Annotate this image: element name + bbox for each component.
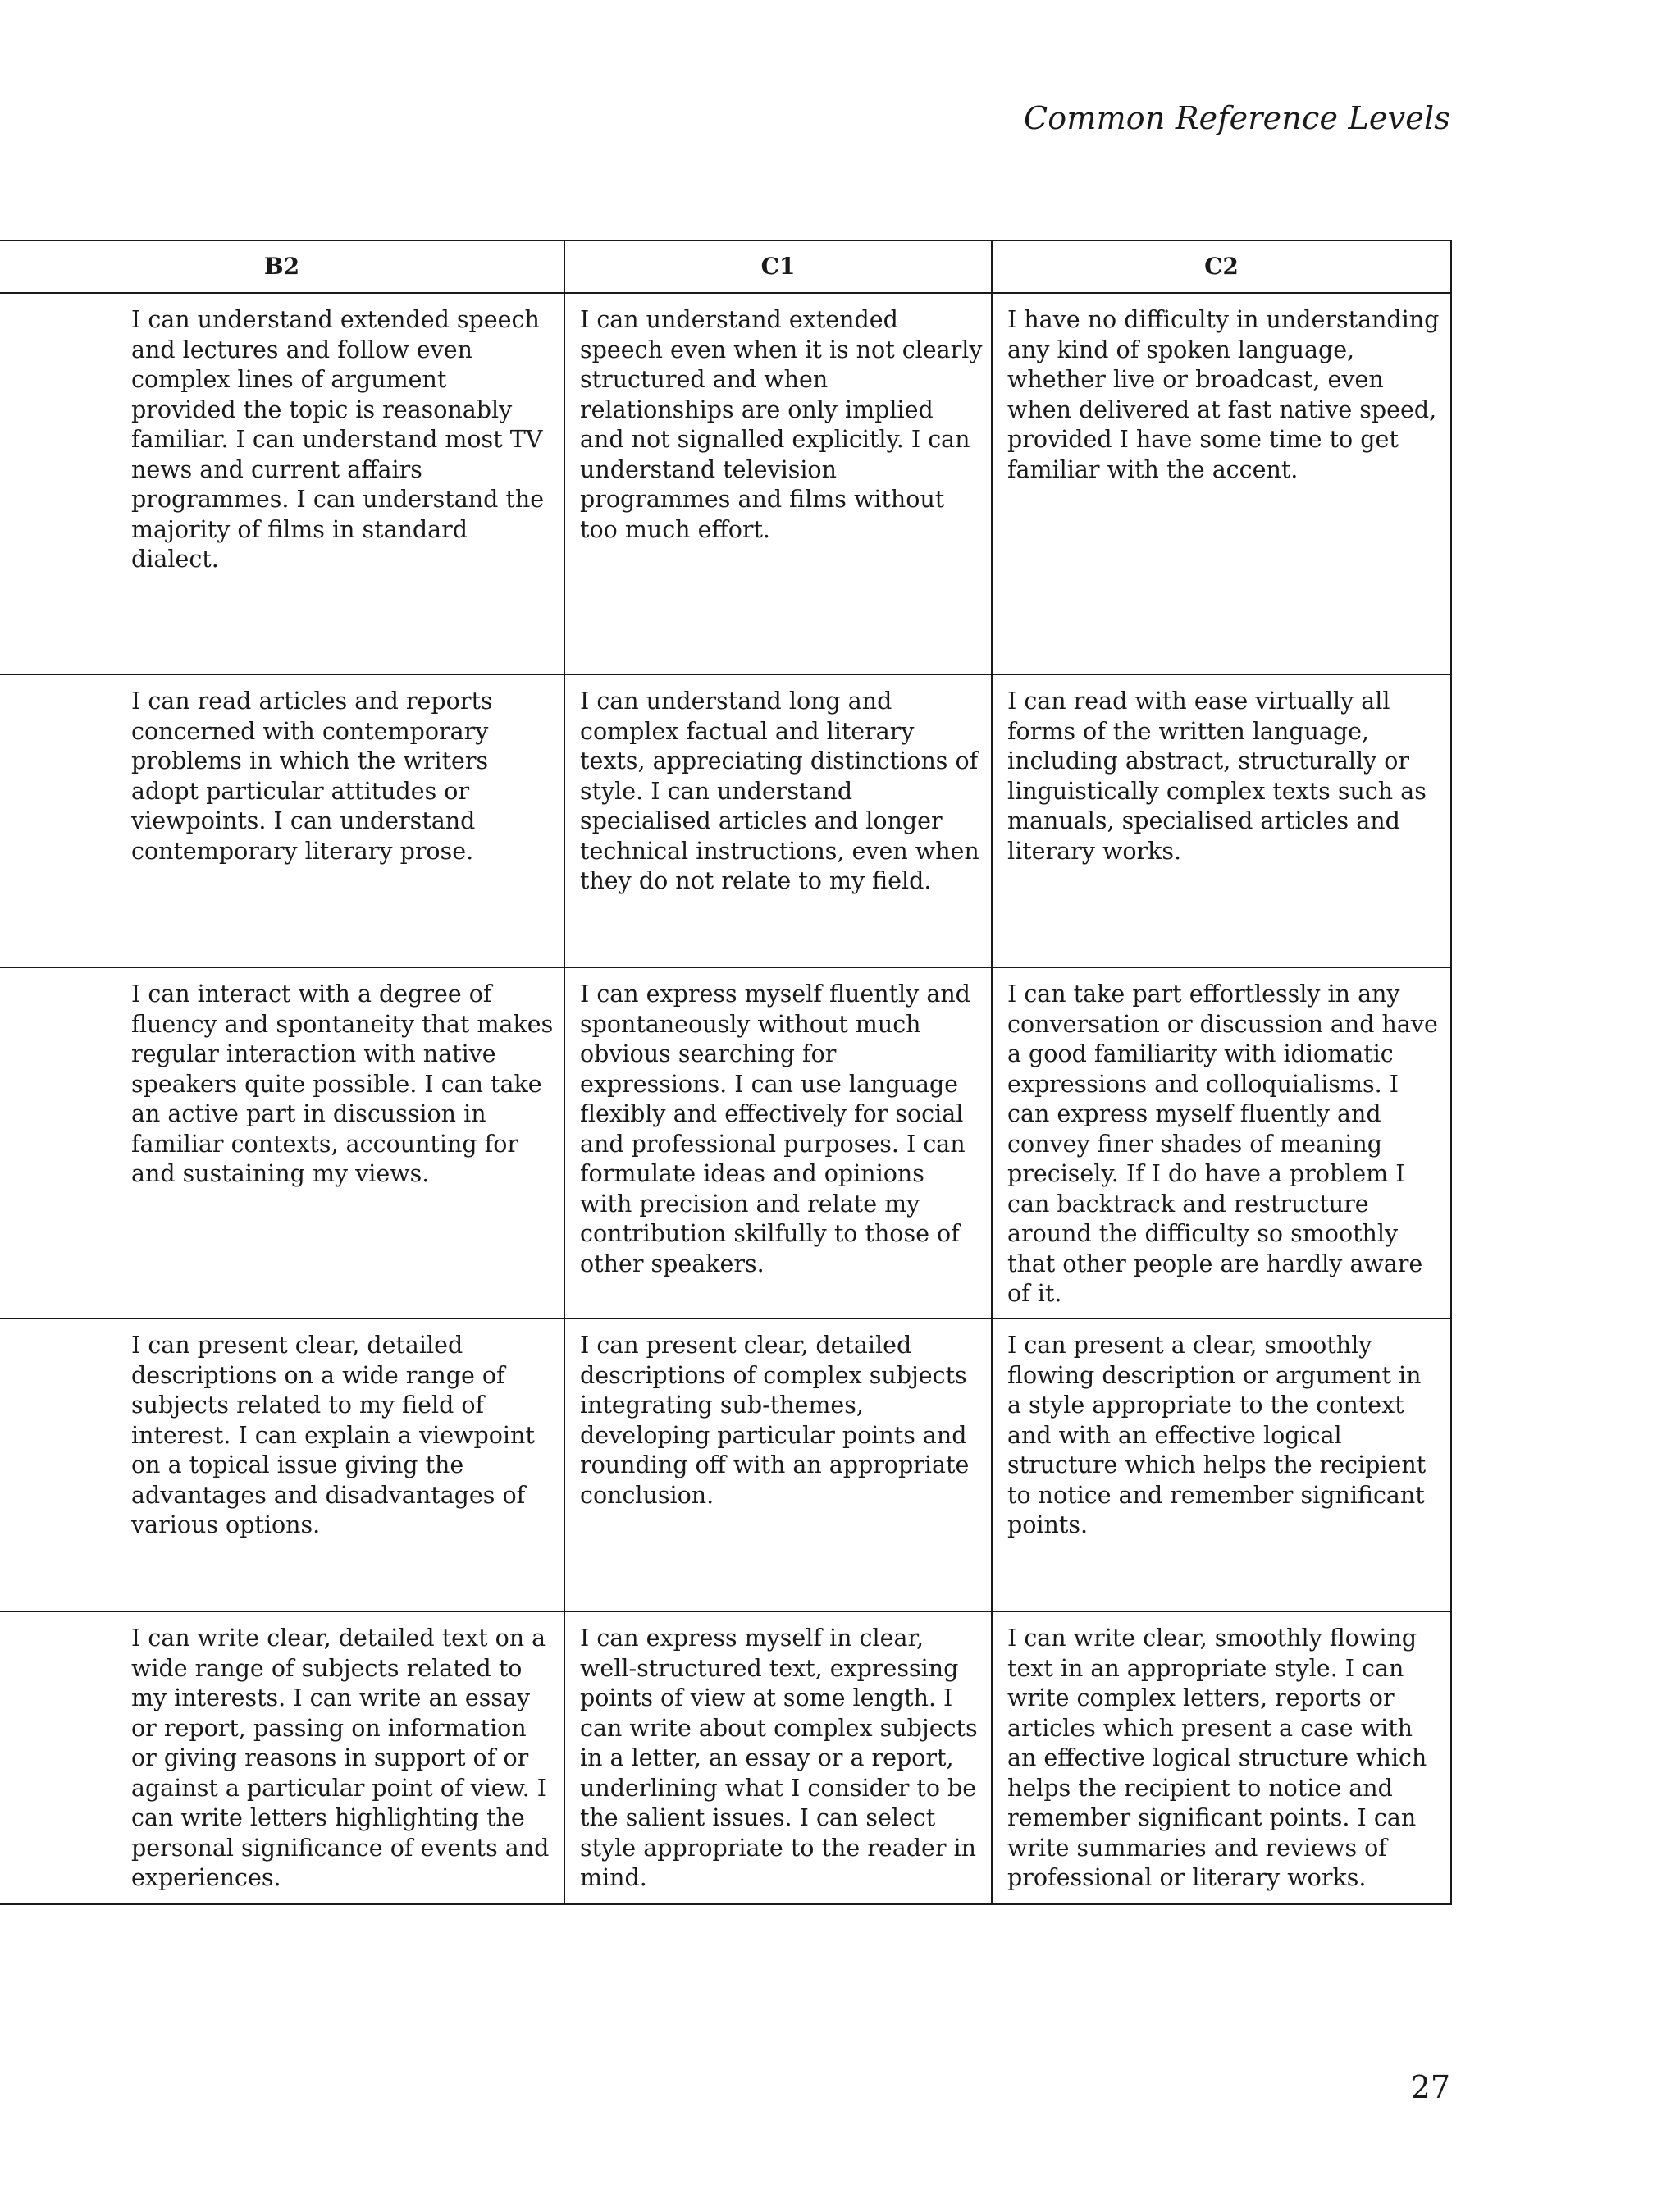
header-row <box>0 240 1451 293</box>
cell-interaction-c2: I can take part effortlessly in any conversation or discussion and have a good familiarity with idiomatic expressions and colloquialisms. I can express myself fluently and convey finer shades of meaning precisely. If I do have a problem I can backtrack and restructure around the difficulty so smoothly that other people are hardly aware of it. <box>992 967 1451 1318</box>
cell-listening-c1: I can understand extended speech even when it is not clearly structured and when relationships are only implied and not signalled explicitly. I can understand television programmes and films without too much effort. <box>564 293 992 674</box>
table-header <box>0 240 1451 293</box>
cell-reading-c1: I can understand long and complex factual and literary texts, appreciating distinctions of style. I can understand specialised articles and longer technical instructions, even when they do not relate to my field. <box>564 674 992 967</box>
table-row-spoken-production <box>0 1318 1451 1611</box>
cell-production-c1: I can present clear, detailed descriptions of complex subjects integrating sub-themes, developing particular points and rounding off with an appropriate conclusion. <box>564 1318 992 1611</box>
table-row-listening <box>0 293 1451 674</box>
cell-writing-c1: I can express myself in clear, well-structured text, expressing points of view at some length. I can write about complex subjects in a letter, an essay or a report, underlining what I consider to be the salient issues. I can select style appropriate to the reader in mind. <box>564 1611 992 1904</box>
column-header-c1: C1 <box>564 240 992 293</box>
cell-reading-b2: I can read articles and reports concerned with contemporary problems in which the writers adopt particular attitudes or viewpoints. I can understand contemporary literary prose. <box>0 674 564 967</box>
reference-levels-table <box>0 240 1452 1905</box>
cell-reading-c2: I can read with ease virtually all forms of the written language, including abstract, structurally or linguistically complex texts such as manuals, specialised articles and literary works. <box>992 674 1451 967</box>
table-row-writing <box>0 1611 1451 1904</box>
cell-production-b2: I can present clear, detailed descriptions on a wide range of subjects related to my field of interest. I can explain a viewpoint on a topical issue giving the advantages and disadvantages of various options. <box>0 1318 564 1611</box>
running-header: Common Reference Levels <box>1023 100 1450 136</box>
table-row-reading <box>0 674 1451 967</box>
cell-writing-c2: I can write clear, smoothly flowing text in an appropriate style. I can write complex letters, reports or articles which present a case with an effective logical structure which helps the recipient to notice and remember significant points. I can write summaries and reviews of professional or literary works. <box>992 1611 1451 1904</box>
cell-listening-c2: I have no difficulty in understanding any kind of spoken language, whether live or broadcast, even when delivered at fast native speed, provided I have some time to get familiar with the accent. <box>992 293 1451 674</box>
column-header-b2: B2 <box>0 240 564 293</box>
cell-interaction-c1: I can express myself fluently and spontaneously without much obvious searching for expressions. I can use language flexibly and effectively for social and professional purposes. I can formulate ideas and opinions with precision and relate my contribution skilfully to those of other speakers. <box>564 967 992 1318</box>
cell-listening-b2: I can understand extended speech and lectures and follow even complex lines of argument provided the topic is reasonably familiar. I can understand most TV news and current affairs programmes. I can understand the majority of films in standard dialect. <box>0 293 564 674</box>
table-row-spoken-interaction <box>0 967 1451 1318</box>
column-header-c2: C2 <box>992 240 1451 293</box>
cell-writing-b2: I can write clear, detailed text on a wide range of subjects related to my interests. I can write an essay or report, passing on information or giving reasons in support of or against a particular point of view. I can write letters highlighting the personal significance of events and experiences. <box>0 1611 564 1904</box>
table-body <box>0 293 1451 1904</box>
page-number: 27 <box>1410 2069 1450 2105</box>
cell-production-c2: I can present a clear, smoothly flowing description or argument in a style appropriate to the context and with an effective logical structure which helps the recipient to notice and remember significant points. <box>992 1318 1451 1611</box>
cell-interaction-b2: I can interact with a degree of fluency and spontaneity that makes regular interaction with native speakers quite possible. I can take an active part in discussion in familiar contexts, accounting for and sustaining my views. <box>0 967 564 1318</box>
